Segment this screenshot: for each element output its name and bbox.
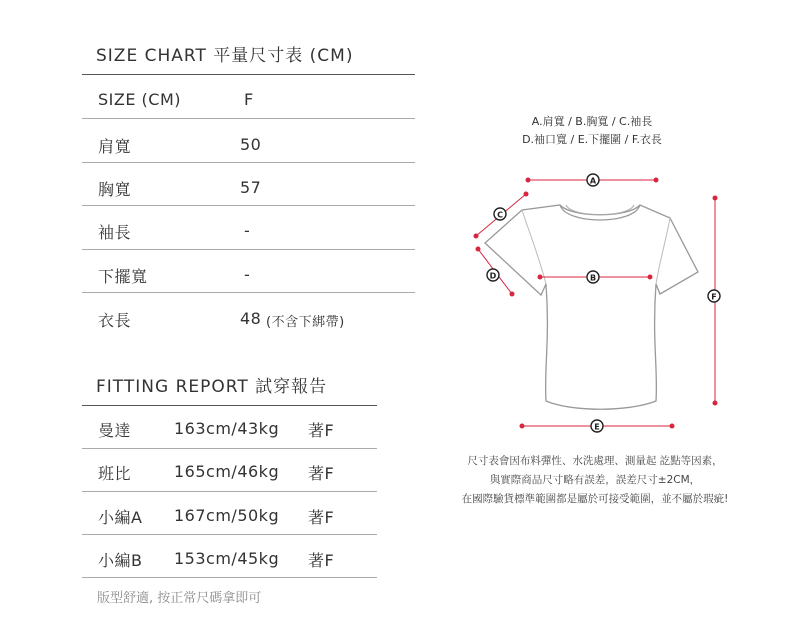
size-chart-row-value: - [244, 221, 251, 240]
size-chart-header-label: SIZE (CM) [98, 90, 181, 109]
size-chart-row-note: (不含下綁帶) [266, 315, 345, 330]
size-chart-row-label: 下擺寬 [98, 267, 148, 286]
diagram-legend-line-2: D.袖口寬 / E.下擺圍 / F.衣長 [522, 133, 662, 146]
marker-e-label: E [594, 422, 600, 432]
size-chart-row-label: 肩寬 [98, 137, 132, 156]
fitting-row-name: 小編B [98, 551, 143, 570]
fitting-row-name: 班比 [98, 464, 132, 483]
fitting-report-top-rule [82, 405, 377, 406]
size-chart-row-label: 袖長 [98, 223, 132, 242]
fitting-report-title: FITTING REPORT 試穿報告 [96, 377, 328, 397]
fitting-row-name: 曼達 [98, 421, 132, 440]
marker-b-label: B [589, 273, 597, 283]
size-chart-title: SIZE CHART 平量尺寸表 (CM) [96, 46, 354, 66]
marker-c [494, 208, 506, 220]
size-chart-row-value: 57 [240, 178, 262, 197]
fitting-row-stats: 165cm/46kg [174, 462, 280, 481]
marker-f-label: F [711, 292, 717, 302]
fitting-row-stats: 153cm/45kg [174, 549, 280, 568]
fitting-row-size: 著F [308, 551, 335, 570]
fitting-row-stats: 167cm/50kg [174, 506, 280, 525]
size-chart-divider [82, 118, 415, 119]
size-chart-row-value: 48 [240, 309, 262, 328]
marker-d [487, 269, 499, 281]
fitting-divider [82, 577, 377, 578]
size-chart-divider [82, 292, 415, 293]
measurement-note-line-2: 與實際商品尺寸略有誤差，誤差尺寸±2CM， [489, 474, 701, 486]
fitting-divider [82, 448, 377, 449]
fitting-divider [82, 534, 377, 535]
size-chart-divider [82, 249, 415, 250]
measurement-note-line-3: 在國際驗貨標準範圍都是屬於可接受範圍，並不屬於瑕疵! [461, 493, 729, 505]
fitting-note: 版型舒適, 按正常尺碼拿即可 [97, 591, 262, 606]
marker-c-label: C [497, 210, 503, 220]
marker-a-label: A [589, 176, 597, 186]
size-chart-row-value: - [244, 265, 251, 284]
diagram-legend-line-1: A.肩寬 / B.胸寬 / C.袖長 [531, 115, 653, 128]
fitting-row-size: 著F [308, 508, 335, 527]
size-chart-row-label: 衣長 [98, 311, 132, 330]
fitting-row-size: 著F [308, 464, 335, 483]
size-chart-top-rule [82, 74, 415, 75]
marker-f [708, 290, 720, 302]
marker-a [587, 174, 599, 186]
size-chart-row-value: 50 [240, 135, 262, 154]
size-chart-row-label: 胸寬 [98, 180, 132, 199]
fitting-row-size: 著F [308, 421, 335, 440]
marker-d-label: D [489, 271, 497, 281]
fitting-row-name: 小編A [98, 508, 143, 527]
tshirt-measurement-diagram [460, 160, 740, 450]
measurement-note-line-1: 尺寸表會因布料彈性、水洗處理、測量起 訖點等因素， [467, 455, 723, 467]
size-chart-header-size: F [244, 90, 254, 109]
marker-e [591, 420, 603, 432]
fitting-row-stats: 163cm/43kg [174, 419, 280, 438]
marker-b [587, 271, 599, 283]
size-chart-divider [82, 205, 415, 206]
fitting-divider [82, 491, 377, 492]
size-chart-divider [82, 162, 415, 163]
